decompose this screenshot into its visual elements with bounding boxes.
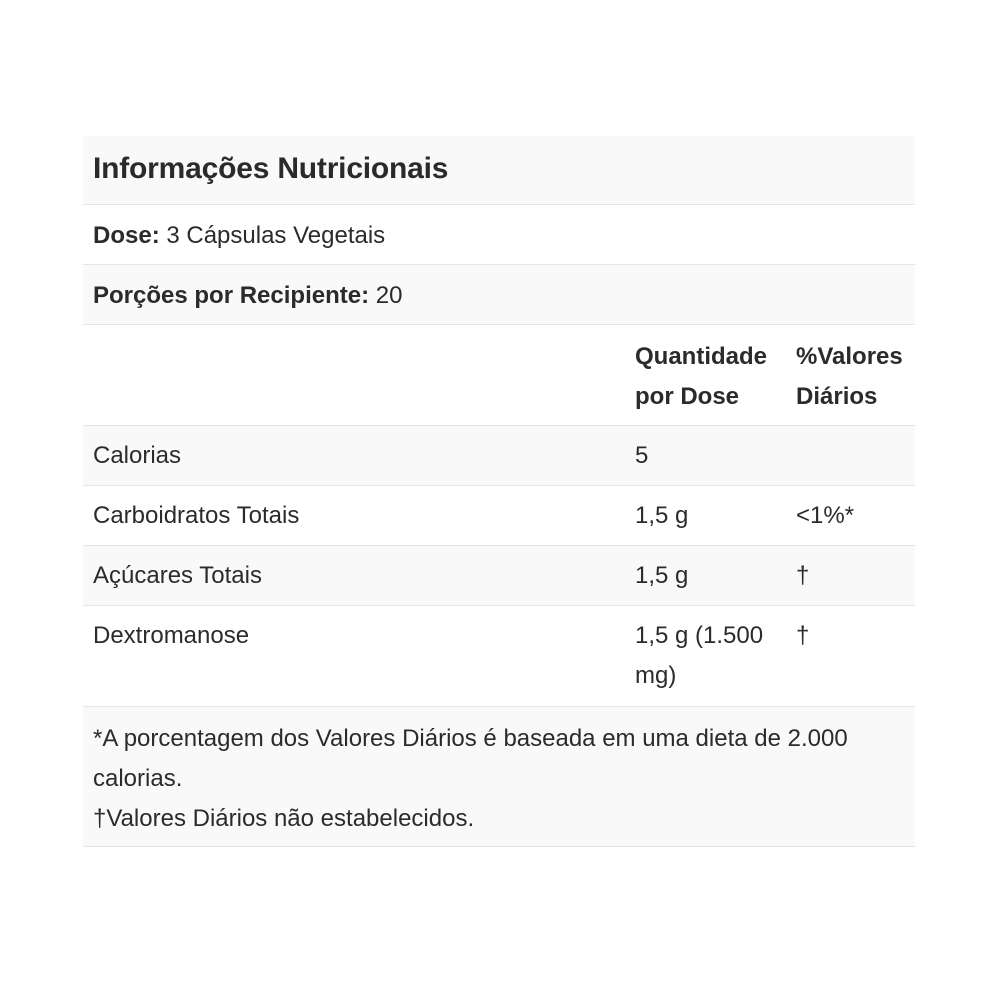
footnote-daily-value-basis: *A porcentagem dos Valores Diários é baseada em uma dieta de 2.000 calorias. (93, 725, 848, 792)
nutrient-quantity: 1,5 g (635, 562, 689, 589)
servings-row (83, 265, 915, 325)
nutrient-daily-value: † (796, 562, 810, 589)
page-title: Informações Nutricionais (93, 152, 449, 185)
nutrition-facts-panel (83, 136, 915, 847)
servings-label: Porções por Recipiente: (93, 282, 370, 309)
footnotes-row (83, 707, 915, 847)
column-header-daily-value: %Valores Diários (796, 343, 903, 410)
nutrient-daily-value: † (796, 622, 810, 649)
dose-label: Dose: (93, 222, 160, 249)
table-row (83, 606, 915, 707)
nutrient-name: Calorias (93, 442, 182, 469)
nutrient-quantity: 1,5 g (635, 502, 689, 529)
table-row (83, 426, 915, 486)
dose-value: 3 Cápsulas Vegetais (166, 222, 386, 249)
nutrient-quantity: 1,5 g (1.500 mg) (635, 622, 764, 689)
nutrient-quantity: 5 (635, 442, 649, 469)
table-header-row (83, 325, 915, 426)
footnote-not-established: †Valores Diários não estabelecidos. (93, 805, 475, 832)
title-row (83, 136, 915, 205)
nutrient-name: Dextromanose (93, 622, 250, 649)
nutrient-daily-value: <1%* (796, 502, 855, 529)
nutrient-name: Açúcares Totais (93, 562, 262, 589)
nutrient-name: Carboidratos Totais (93, 502, 300, 529)
footnotes (93, 719, 908, 839)
servings-value: 20 (375, 282, 403, 309)
column-header-quantity: Quantidade por Dose (635, 343, 768, 410)
table-row (83, 546, 915, 606)
dose-row (83, 205, 915, 265)
table-row (83, 486, 915, 546)
